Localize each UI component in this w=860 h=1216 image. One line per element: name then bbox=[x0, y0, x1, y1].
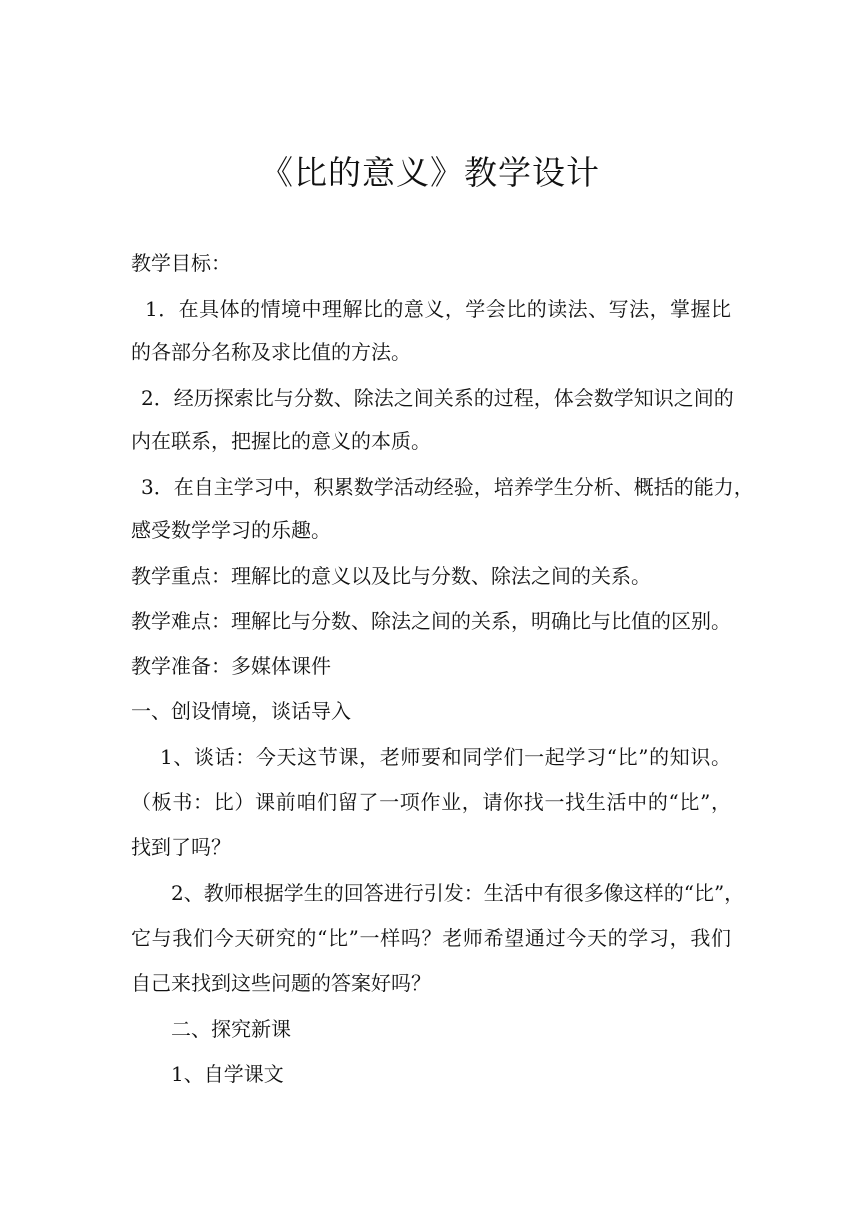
paragraph-line: 它与我们今天研究的“比”一样吗？老师希望通过今天的学习，我们 bbox=[131, 926, 731, 950]
paragraph-line: 自己来找到这些问题的答案好吗？ bbox=[131, 971, 431, 995]
paragraph-line: 1、谈话：今天这节课，老师要和同学们一起学习“比”的知识。 bbox=[160, 745, 731, 769]
paragraph-line: 2．经历探索比与分数、除法之间关系的过程，体会数学知识之间的 bbox=[141, 386, 734, 410]
paragraph-line: 1．在具体的情境中理解比的意义，学会比的读法、写法，掌握比 bbox=[145, 297, 731, 321]
paragraph-line: （板书：比）课前咱们留了一项作业，请你找一找生活中的“比”， bbox=[131, 790, 731, 814]
document-title: 《比的意义》教学设计 bbox=[260, 153, 600, 192]
paragraph-line: 3．在自主学习中，积累数学活动经验，培养学生分析、概括的能力， bbox=[141, 475, 754, 499]
preparation-line: 教学准备：多媒体课件 bbox=[131, 654, 331, 678]
subsection-heading: 1、自学课文 bbox=[171, 1062, 284, 1086]
difficult-point-line: 教学难点：理解比与分数、除法之间的关系，明确比与比值的区别。 bbox=[131, 609, 731, 633]
paragraph-line: 内在联系，把握比的意义的本质。 bbox=[131, 429, 431, 453]
section-heading-new-lesson: 二、探究新课 bbox=[171, 1017, 291, 1041]
paragraph-line: 2、教师根据学生的回答进行引发：生活中有很多像这样的“比”， bbox=[171, 881, 745, 905]
key-point-line: 教学重点：理解比的意义以及比与分数、除法之间的关系。 bbox=[131, 564, 651, 588]
paragraph-line: 的各部分名称及求比值的方法。 bbox=[131, 340, 411, 364]
section-heading-intro: 一、创设情境，谈话导入 bbox=[131, 699, 351, 723]
paragraph-line: 找到了吗？ bbox=[131, 835, 231, 859]
section-heading-objectives: 教学目标： bbox=[131, 251, 231, 275]
paragraph-line: 感受数学学习的乐趣。 bbox=[131, 518, 331, 542]
